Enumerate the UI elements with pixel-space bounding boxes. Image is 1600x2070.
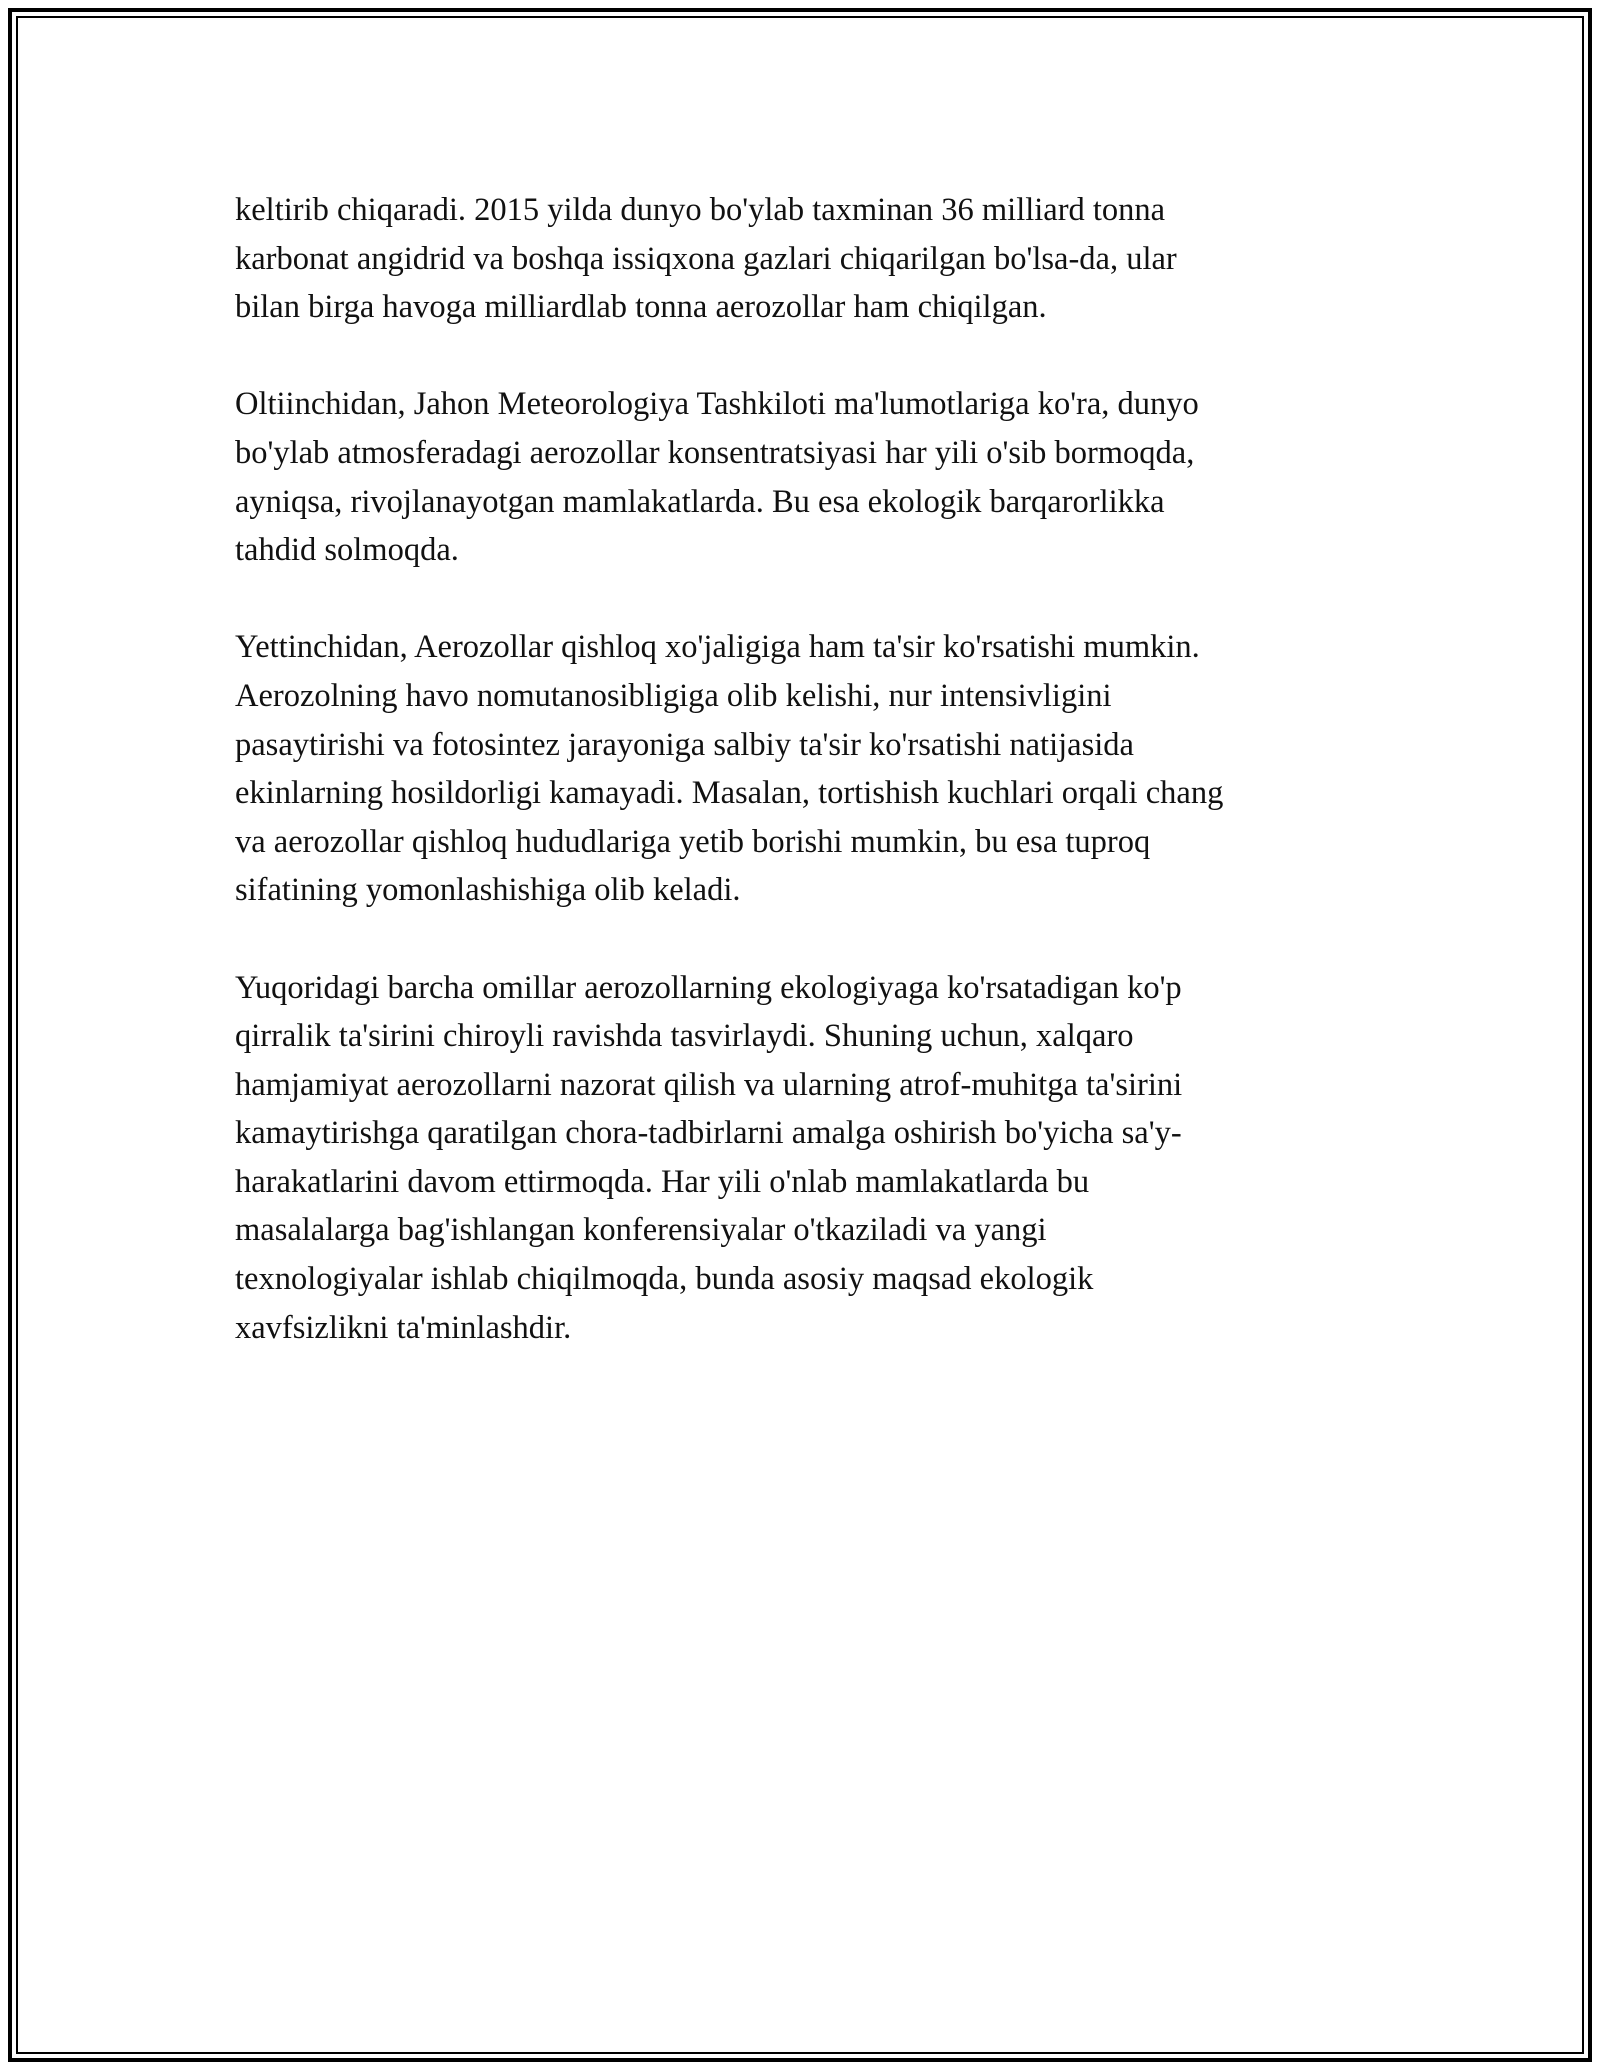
text-line: va aerozollar qishloq hududlariga yetib borishi mumkin, bu esa tuproq	[235, 823, 1151, 860]
text-line: xavfsizlikni ta'minlashdir.	[235, 1309, 572, 1346]
text-line: bilan birga havoga milliardlab tonna aerozollar ham chiqilgan.	[235, 289, 1047, 326]
text-line: hamjamiyat aerozollarni nazorat qilish va ularning atrof-muhitga ta'sirini	[235, 1066, 1183, 1103]
text-line: harakatlarini davom ettirmoqda. Har yili o'nlab mamlakatlarda bu	[235, 1163, 1090, 1200]
text-line: ekinlarning hosildorligi kamayadi. Masalan, tortishish kuchlari orqali chang	[235, 775, 1224, 812]
text-line: sifatining yomonlashishiga olib keladi.	[235, 872, 741, 909]
paragraph-4	[235, 964, 1365, 1353]
text-line: bo'ylab atmosferadagi aerozollar konsentratsiyasi har yili o'sib bormoqda,	[235, 434, 1195, 471]
text-line: texnologiyalar ishlab chiqilmoqda, bunda asosiy maqsad ekologik	[235, 1261, 1094, 1298]
paragraph-2	[235, 380, 1365, 574]
text-line: kamaytirishga qaratilgan chora-tadbirlarni amalga oshirish bo'yicha sa'y-	[235, 1115, 1182, 1152]
text-line: karbonat angidrid va boshqa issiqxona gazlari chiqarilgan bo'lsa-da, ular	[235, 240, 1177, 277]
text-line: ayniqsa, rivojlanayotgan mamlakatlarda. Bu esa ekologik barqarorlikka	[235, 483, 1165, 520]
paragraph-3	[235, 623, 1365, 915]
text-line: Aerozolning havo nomutanosibligiga olib kelishi, nur intensivligini	[235, 677, 1112, 714]
document-body	[235, 186, 1365, 1401]
text-line: Oltiinchidan, Jahon Meteorologiya Tashkiloti ma'lumotlariga ko'ra, dunyo	[235, 386, 1199, 423]
text-line: tahdid solmoqda.	[235, 532, 459, 569]
text-line: Yettinchidan, Aerozollar qishloq xo'jaligiga ham ta'sir ko'rsatishi mumkin.	[235, 629, 1200, 666]
text-line: masalalarga bag'ishlangan konferensiyalar o'tkaziladi va yangi	[235, 1212, 1047, 1249]
text-line: pasaytirishi va fotosintez jarayoniga salbiy ta'sir ko'rsatishi natijasida	[235, 726, 1134, 763]
text-line: qirralik ta'sirini chiroyli ravishda tasvirlaydi. Shuning uchun, xalqaro	[235, 1018, 1134, 1055]
text-line: Yuqoridagi barcha omillar aerozollarning ekologiyaga ko'rsatadigan ko'p	[235, 969, 1182, 1006]
paragraph-1	[235, 186, 1365, 332]
text-line: keltirib chiqaradi. 2015 yilda dunyo bo'ylab taxminan 36 milliard tonna	[235, 192, 1166, 228]
